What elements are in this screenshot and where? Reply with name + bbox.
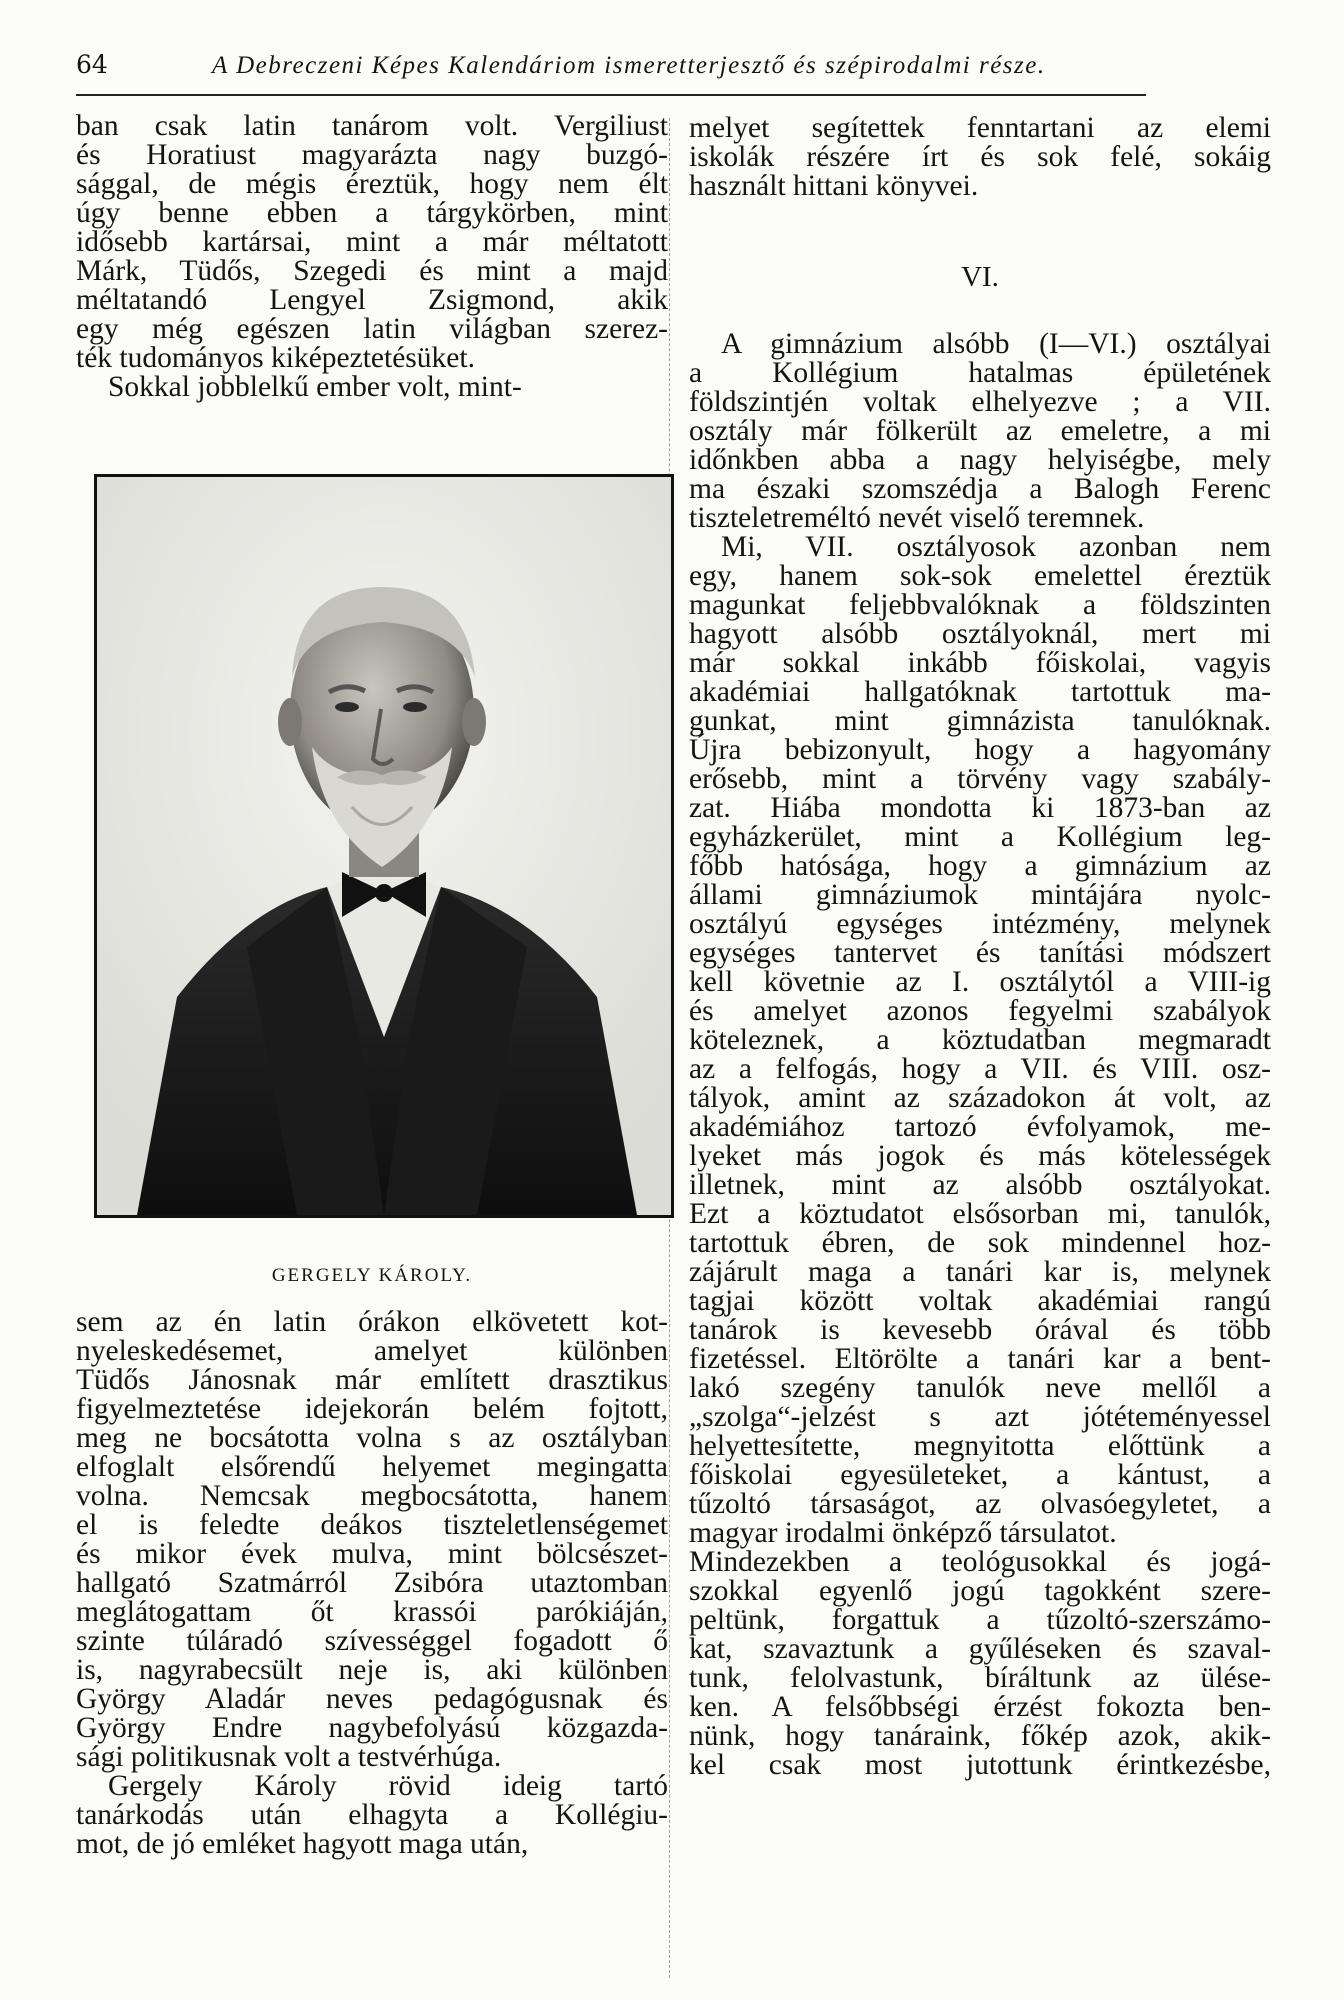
text-line: illetnek, mint az alsóbb osztályokat.	[689, 1169, 1271, 1201]
text-line: ken. A felsőbbségi érzést fokozta ben-	[689, 1691, 1271, 1723]
text-line: zat. Hiába mondotta ki 1873-ban az	[689, 792, 1271, 824]
text-line: erősebb, mint a törvény vagy szabály-	[689, 763, 1271, 795]
text-line: ban csak latin tanárom volt. Vergiliust	[76, 110, 668, 142]
text-line: Mindezekben a teológusokkal és jogá-	[689, 1546, 1271, 1578]
text-line: volna. Nemcsak megbocsátotta, hanem	[76, 1480, 668, 1512]
text-line: magyar irodalmi önképző társulatot.	[689, 1517, 1117, 1549]
text-line: figyelmeztetése idejekorán belém fojtott,	[76, 1393, 668, 1425]
text-line: szokkal egyenlő jogú tagokként szere-	[689, 1575, 1271, 1607]
portrait-illustration	[97, 477, 671, 1215]
text-line: ma északi szomszédja a Balogh Ferenc	[689, 473, 1271, 505]
section-heading: VI.	[961, 261, 999, 293]
text-line: már sokkal inkább főiskolai, vagyis	[689, 647, 1271, 679]
text-line: fizetéssel. Eltörölte a tanári kar a bent-	[689, 1343, 1271, 1375]
text-line: zájárult maga a tanári kar is, melynek	[689, 1256, 1271, 1288]
text-line: mot, de jó emléket hagyott maga után,	[76, 1828, 529, 1860]
text-line: el is feledte deákos tiszteletlenségemet	[76, 1509, 668, 1541]
text-line: hagyott alsóbb osztályoknál, mert mi	[689, 618, 1271, 650]
text-line: méltatandó Lengyel Zsigmond, akik	[76, 284, 668, 316]
text-line: György Endre nagybefolyású közgazda-	[76, 1712, 668, 1744]
page-header	[76, 50, 1146, 96]
text-line: az a felfogás, hogy a VII. és VIII. osz-	[689, 1053, 1271, 1085]
text-line: tunk, felolvastunk, bíráltunk az ülése-	[689, 1662, 1271, 1694]
text-line: Mi, VII. osztályosok azonban nem	[721, 531, 1271, 563]
text-line: gunkat, mint gimnázista tanulóknak.	[689, 705, 1271, 737]
text-line: használt hittani könyvei.	[689, 170, 979, 202]
text-line: főiskolai egyesületeket, a kántust, a	[689, 1459, 1271, 1491]
text-line: tanárok is kevesebb órával és több	[689, 1314, 1271, 1346]
text-line: kat, szavaztunk a gyűléseken és szaval-	[689, 1633, 1271, 1665]
text-line: tanárkodás után elhagyta a Kollégiu-	[76, 1799, 668, 1831]
text-line: egységes tantervet és tanítási módszert	[689, 937, 1271, 969]
text-line: a Kollégium hatalmas épületének	[689, 357, 1271, 389]
right-column	[689, 114, 1271, 1780]
text-line: iskolák részére írt és sok felé, sokáig	[689, 141, 1271, 173]
text-line: és mikor évek mulva, mint bölcsészet-	[76, 1538, 668, 1570]
text-line: idősebb kartársai, mint a már méltatott	[76, 226, 668, 258]
running-title: A Debreczeni Képes Kalendáriom ismeretterjesztő és szépirodalmi része.	[212, 52, 1046, 79]
text-line: ték tudományos kiképeztetésüket.	[76, 342, 475, 374]
portrait-photo	[94, 474, 674, 1218]
text-line: és amelyet azonos fegyelmi szabályok	[689, 995, 1271, 1027]
text-line: meglátogattam őt krassói parókiáján,	[76, 1596, 668, 1628]
text-line: sággal, de mégis éreztük, hogy nem élt	[76, 168, 668, 200]
text-line: György Aladár neves pedagógusnak és	[76, 1683, 668, 1715]
text-line: helyettesítette, megnyitotta előttünk a	[689, 1430, 1271, 1462]
text-line: egy, hanem sok-sok emelettel éreztük	[689, 560, 1271, 592]
page-number: 64	[76, 50, 108, 79]
text-line: A gimnázium alsóbb (I—VI.) osztályai	[721, 328, 1271, 360]
text-line: tagjai között voltak akadémiai rangú	[689, 1285, 1271, 1317]
left-column-top	[76, 112, 668, 402]
portrait-caption: GERGELY KÁROLY.	[271, 1265, 473, 1286]
text-line: osztály már fölkerült az emeletre, a mi	[689, 415, 1271, 447]
text-line: nünk, hogy tanáraink, főkép azok, akik-	[689, 1720, 1271, 1752]
text-line: köteleznek, a köztudatban megmaradt	[689, 1024, 1271, 1056]
text-line: tartottuk ébren, de sok mindennel hoz-	[689, 1227, 1271, 1259]
right-column-top-text	[689, 114, 1271, 201]
text-line: „szolga“-jelzést s azt jótéteményessel	[689, 1401, 1271, 1433]
text-line: Gergely Károly rövid ideig tartó	[108, 1770, 668, 1802]
text-line: akadémiai hallgatóknak tartottuk ma-	[689, 676, 1271, 708]
text-line: úgy benne ebben a tárgykörben, mint	[76, 197, 668, 229]
text-line: Újra bebizonyult, hogy a hagyomány	[689, 734, 1271, 766]
text-line: is, nagyrabecsült neje is, aki különben	[76, 1654, 668, 1686]
text-line: tiszteletreméltó nevét viselő teremnek.	[689, 502, 1145, 534]
text-line: tályok, amint az századokon át volt, az	[689, 1082, 1271, 1114]
text-line: állami gimnáziumok mintájára nyolc-	[689, 879, 1271, 911]
text-line: Márk, Tüdős, Szegedi és mint a majd	[76, 255, 668, 287]
text-line: lakó szegény tanulók neve mellől a	[689, 1372, 1271, 1404]
text-line: Tüdős Jánosnak már említett drasztikus	[76, 1364, 668, 1396]
text-line: nyeleskedésemet, amelyet különben	[76, 1335, 668, 1367]
text-line: kell követnie az I. osztálytól a VIII-ig	[689, 966, 1271, 998]
text-line: hallgató Szatmárról Zsibóra utaztomban	[76, 1567, 668, 1599]
right-column-body-text	[689, 330, 1271, 1780]
left-column-bottom	[76, 1308, 668, 1859]
left-column-bottom-text	[76, 1308, 668, 1859]
left-column-top-text	[76, 112, 668, 402]
text-line: tűzoltó társaságot, az olvasóegyletet, a	[689, 1488, 1271, 1520]
text-line: Sokkal jobblelkű ember volt, mint-	[108, 371, 522, 403]
text-line: egy még egészen latin világban szerez-	[76, 313, 668, 345]
text-line: kel csak most jutottunk érintkezésbe,	[689, 1749, 1271, 1781]
text-line: peltünk, forgattuk a tűzoltó-szerszámo-	[689, 1604, 1271, 1636]
text-line: lyeket más jogok és más kötelességek	[689, 1140, 1271, 1172]
text-line: meg ne bocsátotta volna s az osztályban	[76, 1422, 668, 1454]
text-line: földszintjén voltak elhelyezve ; a VII.	[689, 386, 1271, 418]
text-line: akadémiához tartozó évfolyamok, me-	[689, 1111, 1271, 1143]
text-line: egyházkerület, mint a Kollégium leg-	[689, 821, 1271, 853]
text-line: és Horatiust magyarázta nagy buzgó-	[76, 139, 668, 171]
text-line: sem az én latin órákon elkövetett kot-	[76, 1306, 668, 1338]
text-line: melyet segítettek fenntartani az elemi	[689, 112, 1271, 144]
text-line: szinte túláradó szívességgel fogadott ő	[76, 1625, 668, 1657]
text-line: időnkben abba a nagy helyiségbe, mely	[689, 444, 1271, 476]
text-line: magunkat feljebbvalóknak a földszinten	[689, 589, 1271, 621]
text-line: Ezt a köztudatot elsősorban mi, tanulók,	[689, 1198, 1271, 1230]
text-line: osztályú egységes intézmény, melynek	[689, 908, 1271, 940]
text-line: elfoglalt elsőrendű helyemet megingatta	[76, 1451, 668, 1483]
text-line: sági politikusnak volt a testvérhúga.	[76, 1741, 502, 1773]
text-line: főbb hatósága, hogy a gimnázium az	[689, 850, 1271, 882]
